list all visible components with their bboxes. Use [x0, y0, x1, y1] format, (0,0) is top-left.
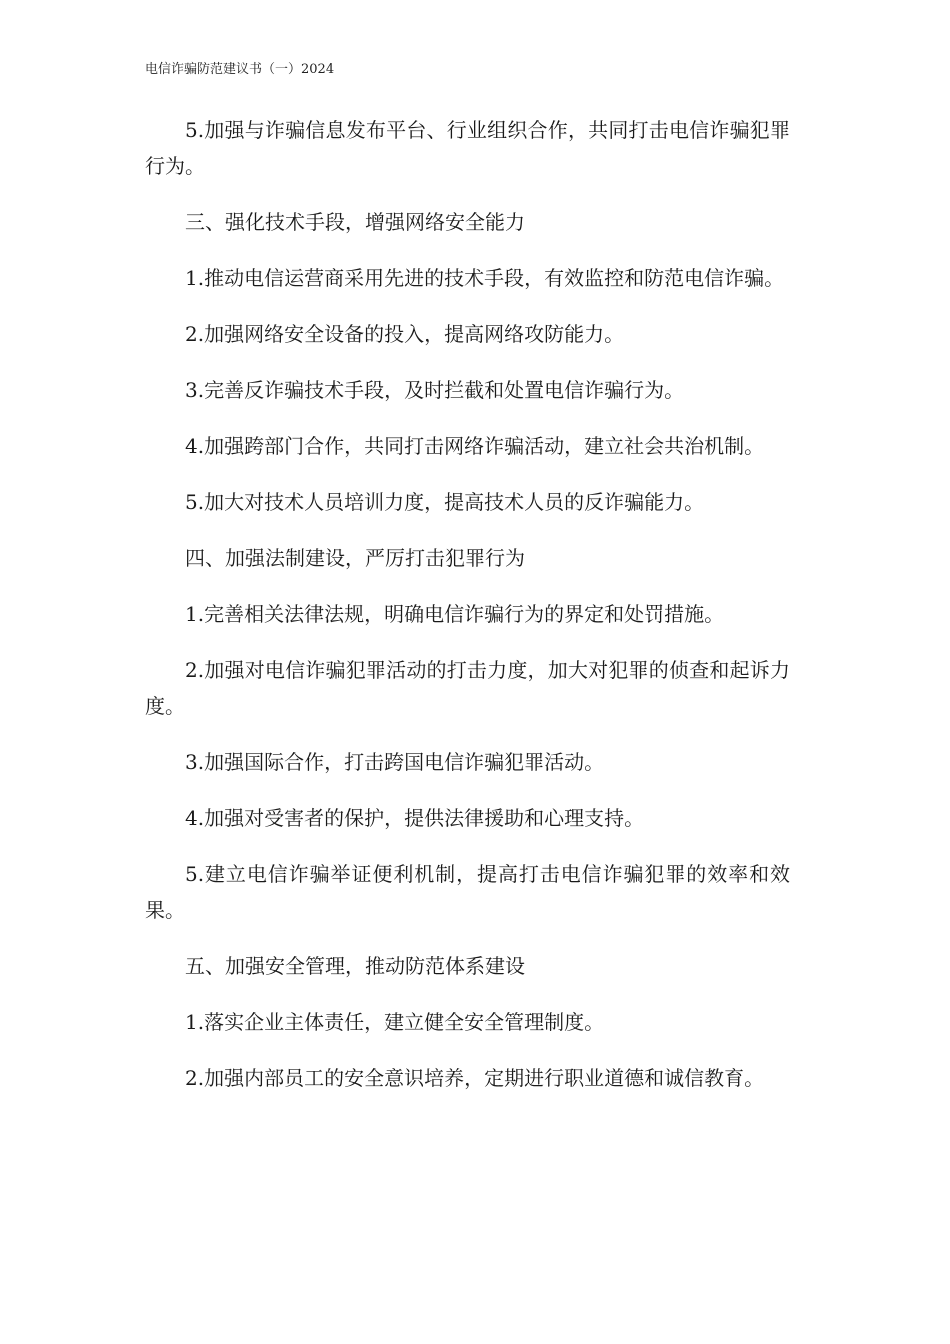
document-body: [145, 112, 790, 1116]
paragraph-item-2-security-equipment: 2.加强网络安全设备的投入，提高网络攻防能力。: [185, 322, 625, 346]
running-header: 电信诈骗防范建议书（一）2024: [145, 62, 335, 77]
paragraph-item-5-training: 5.加大对技术人员培训力度，提高技术人员的反诈骗能力。: [185, 490, 705, 514]
paragraph-item-2-crackdown: 2.加强对电信诈骗犯罪活动的打击力度，加大对犯罪的侦查和起诉力度。: [145, 658, 790, 718]
section-heading-4: 四、加强法制建设，严厉打击犯罪行为: [185, 546, 525, 570]
paragraph-item-1-tech-monitoring: 1.推动电信运营商采用先进的技术手段，有效监控和防范电信诈骗。: [185, 266, 785, 290]
paragraph-item-4-cross-department: 4.加强跨部门合作，共同打击网络诈骗活动，建立社会共治机制。: [185, 434, 765, 458]
paragraph-item-4-victim-protection: 4.加强对受害者的保护，提供法律援助和心理支持。: [185, 806, 645, 830]
paragraph-item-5-evidence: 5.建立电信诈骗举证便利机制，提高打击电信诈骗犯罪的效率和效果。: [145, 862, 790, 922]
paragraph-item-2-staff-education: 2.加强内部员工的安全意识培养，定期进行职业道德和诚信教育。: [185, 1066, 765, 1090]
paragraph-item-5-cooperation: 5.加强与诈骗信息发布平台、行业组织合作，共同打击电信诈骗犯罪行为。: [145, 118, 790, 178]
section-heading-5: 五、加强安全管理，推动防范体系建设: [185, 954, 525, 978]
section-heading-3: 三、强化技术手段，增强网络安全能力: [185, 210, 525, 234]
paragraph-item-3-international: 3.加强国际合作，打击跨国电信诈骗犯罪活动。: [185, 750, 605, 774]
paragraph-item-1-responsibility: 1.落实企业主体责任，建立健全安全管理制度。: [185, 1010, 605, 1034]
paragraph-item-3-anti-fraud-tech: 3.完善反诈骗技术手段，及时拦截和处置电信诈骗行为。: [185, 378, 685, 402]
paragraph-item-1-laws: 1.完善相关法律法规，明确电信诈骗行为的界定和处罚措施。: [185, 602, 725, 626]
